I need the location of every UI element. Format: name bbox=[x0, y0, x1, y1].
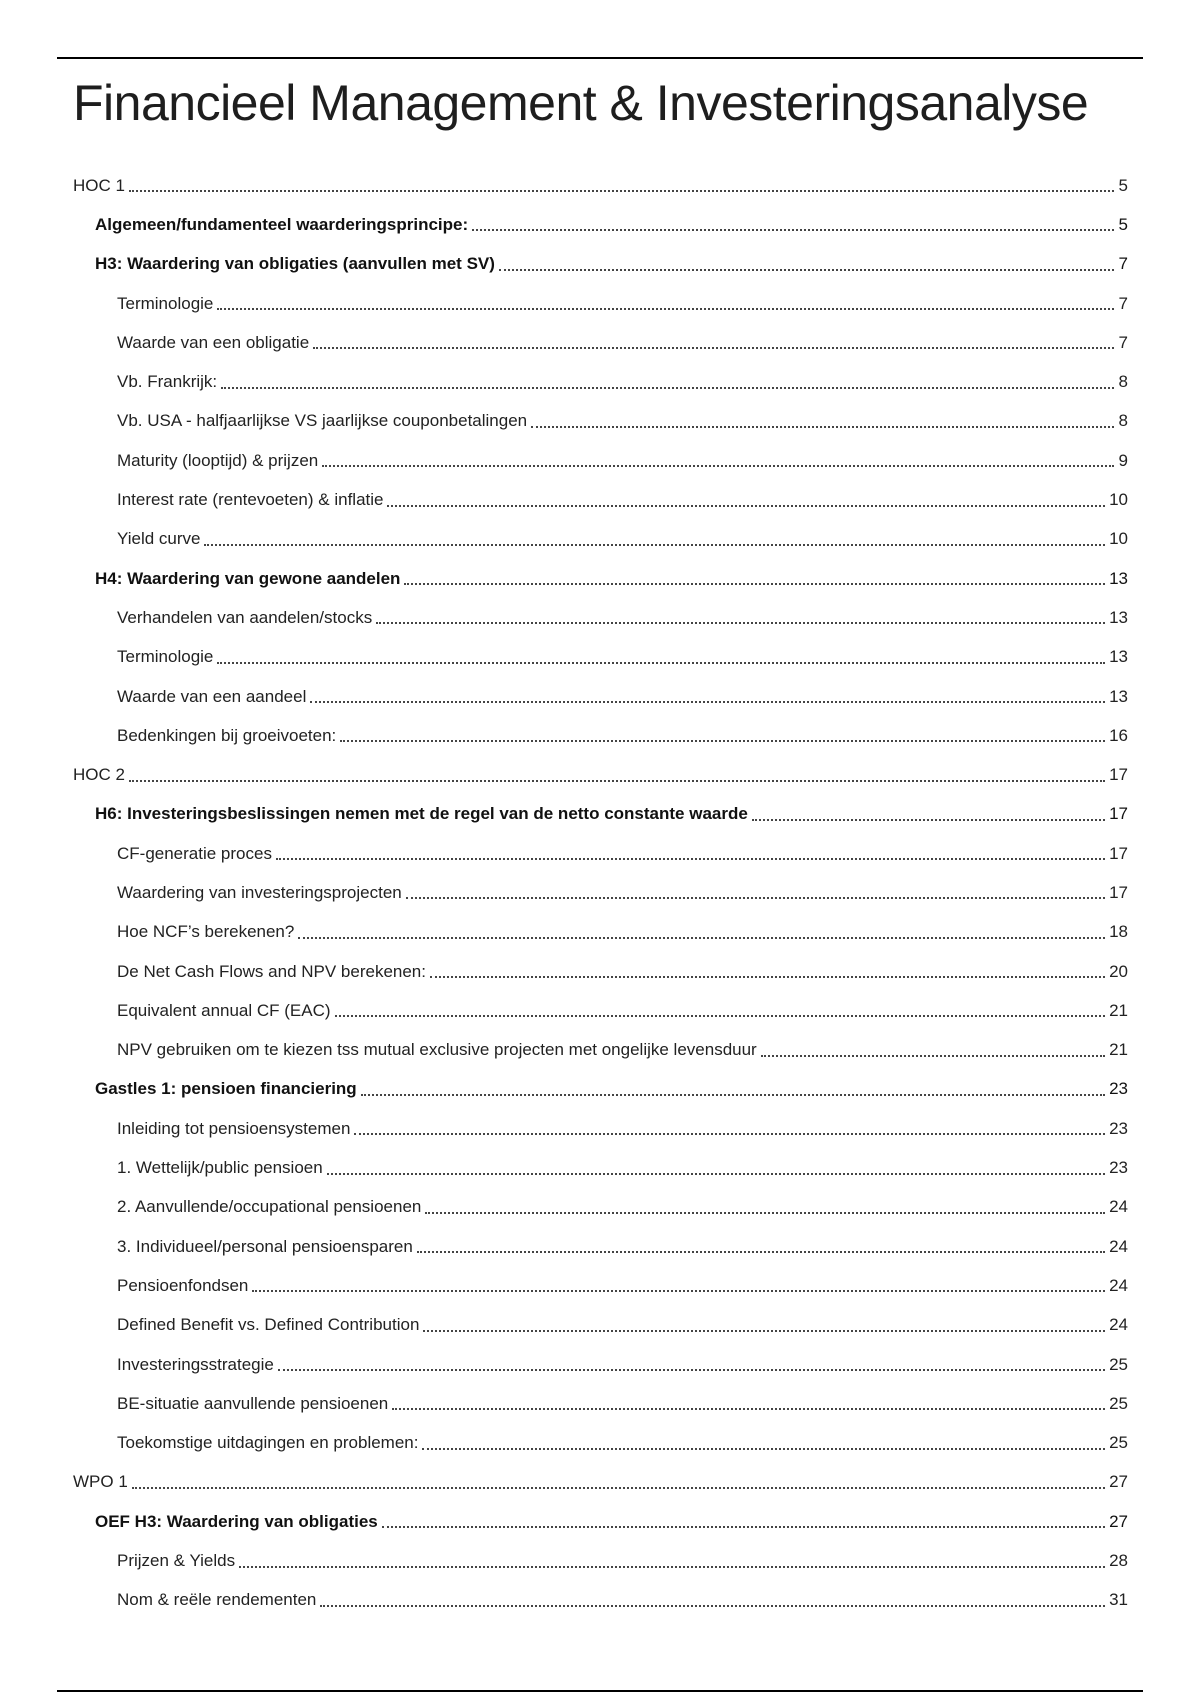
toc-page-number: 25 bbox=[1109, 1393, 1128, 1413]
toc-entry-title: Waarde van een aandeel bbox=[117, 686, 307, 706]
toc-entry-title: H3: Waardering van obligaties (aanvullen met SV) bbox=[95, 254, 495, 274]
toc-entry[interactable] bbox=[73, 1109, 1128, 1148]
toc-page-number: 24 bbox=[1109, 1236, 1128, 1256]
toc-entry[interactable] bbox=[73, 716, 1128, 755]
toc-page-number: 17 bbox=[1109, 843, 1128, 863]
toc-entry[interactable] bbox=[73, 1424, 1128, 1463]
toc-entry-title: Inleiding tot pensioensystemen bbox=[117, 1118, 351, 1138]
toc-entry-title: Algemeen/fundamenteel waarderingsprincipe: bbox=[95, 214, 469, 234]
toc-entry-title: 2. Aanvullende/occupational pensioenen bbox=[117, 1197, 422, 1217]
toc-entry[interactable] bbox=[73, 166, 1128, 205]
toc-entry[interactable] bbox=[73, 1227, 1128, 1266]
toc-entry[interactable] bbox=[73, 480, 1128, 519]
toc-dot-leader bbox=[761, 1054, 1105, 1057]
toc-dot-leader bbox=[499, 268, 1114, 271]
toc-entry[interactable] bbox=[73, 755, 1128, 794]
toc-page-number: 23 bbox=[1109, 1118, 1128, 1138]
toc-dot-leader bbox=[392, 1407, 1105, 1410]
toc-entry-title: Prijzen & Yields bbox=[117, 1551, 236, 1571]
toc-dot-leader bbox=[423, 1329, 1105, 1332]
toc-entry-title: Waarde van een obligatie bbox=[117, 332, 310, 352]
toc-entry[interactable] bbox=[73, 1502, 1128, 1541]
toc-entry-title: H4: Waardering van gewone aandelen bbox=[95, 568, 401, 588]
toc-page-number: 9 bbox=[1118, 450, 1128, 470]
toc-entry[interactable] bbox=[73, 795, 1128, 834]
toc-page-number: 20 bbox=[1109, 961, 1128, 981]
header-rule bbox=[57, 57, 1143, 59]
toc-entry-title: Pensioenfondsen bbox=[117, 1275, 249, 1295]
toc-entry-title: Equivalent annual CF (EAC) bbox=[117, 1000, 331, 1020]
toc-entry[interactable] bbox=[73, 441, 1128, 480]
toc-entry-title: Terminologie bbox=[117, 647, 214, 667]
toc-entry[interactable] bbox=[73, 1188, 1128, 1227]
toc-dot-leader bbox=[472, 228, 1114, 231]
toc-entry[interactable] bbox=[73, 323, 1128, 362]
toc-page-number: 17 bbox=[1109, 804, 1128, 824]
toc-dot-leader bbox=[310, 700, 1105, 703]
toc-entry-title: Maturity (looptijd) & prijzen bbox=[117, 450, 319, 470]
toc-page-number: 27 bbox=[1109, 1472, 1128, 1492]
toc-dot-leader bbox=[430, 975, 1105, 978]
toc-entry[interactable] bbox=[73, 952, 1128, 991]
toc-entry-title: Bedenkingen bij groeivoeten: bbox=[117, 725, 337, 745]
toc-entry[interactable] bbox=[73, 1148, 1128, 1187]
toc-dot-leader bbox=[335, 1014, 1106, 1017]
toc-entry-title: Nom & reële rendementen bbox=[117, 1590, 317, 1610]
toc-entry-title: Vb. USA - halfjaarlijkse VS jaarlijkse couponbetalingen bbox=[117, 411, 528, 431]
toc-page-number: 8 bbox=[1118, 372, 1128, 392]
toc-page-number: 27 bbox=[1109, 1511, 1128, 1531]
toc-entry-title: Vb. Frankrijk: bbox=[117, 372, 218, 392]
toc-dot-leader bbox=[340, 739, 1105, 742]
toc-entry-title: CF-generatie proces bbox=[117, 843, 272, 863]
toc-dot-leader bbox=[531, 425, 1114, 428]
toc-dot-leader bbox=[322, 464, 1114, 467]
toc-entry-title: Gastles 1: pensioen financiering bbox=[95, 1079, 357, 1099]
toc-dot-leader bbox=[129, 779, 1105, 782]
document-title: Financieel Management & Investeringsanalyse bbox=[73, 75, 1089, 131]
toc-dot-leader bbox=[417, 1250, 1105, 1253]
toc-dot-leader bbox=[361, 1093, 1105, 1096]
toc-dot-leader bbox=[217, 307, 1114, 310]
toc-dot-leader bbox=[422, 1447, 1105, 1450]
toc-page-number: 23 bbox=[1109, 1079, 1128, 1099]
toc-entry[interactable] bbox=[73, 1345, 1128, 1384]
toc-entry-title: Investeringsstrategie bbox=[117, 1354, 274, 1374]
toc-dot-leader bbox=[204, 543, 1105, 546]
toc-dot-leader bbox=[320, 1604, 1105, 1607]
toc-entry[interactable] bbox=[73, 991, 1128, 1030]
toc-entry-title: Verhandelen van aandelen/stocks bbox=[117, 607, 373, 627]
toc-entry-title: NPV gebruiken om te kiezen tss mutual exclusive projecten met ongelijke levensduur bbox=[117, 1040, 757, 1060]
toc-page-number: 7 bbox=[1118, 332, 1128, 352]
toc-page-number: 21 bbox=[1109, 1000, 1128, 1020]
toc-entry-title: HOC 1 bbox=[73, 175, 125, 195]
toc-entry-title: Waardering van investeringsprojecten bbox=[117, 882, 402, 902]
toc-dot-leader bbox=[132, 1486, 1105, 1489]
toc-page-number: 28 bbox=[1109, 1551, 1128, 1571]
toc-dot-leader bbox=[221, 386, 1114, 389]
toc-entry[interactable] bbox=[73, 1463, 1128, 1502]
toc-entry-title: 1. Wettelijk/public pensioen bbox=[117, 1158, 323, 1178]
toc-dot-leader bbox=[327, 1172, 1105, 1175]
toc-entry[interactable] bbox=[73, 205, 1128, 244]
toc-page-number: 7 bbox=[1118, 254, 1128, 274]
toc-entry-title: Terminologie bbox=[117, 293, 214, 313]
toc-page-number: 24 bbox=[1109, 1197, 1128, 1217]
toc-entry[interactable] bbox=[73, 598, 1128, 637]
toc-page-number: 17 bbox=[1109, 765, 1128, 785]
toc-entry[interactable] bbox=[73, 638, 1128, 677]
toc-dot-leader bbox=[404, 582, 1105, 585]
toc-entry-title: H6: Investeringsbeslissingen nemen met de regel van de netto constante waarde bbox=[95, 804, 748, 824]
toc-entry[interactable] bbox=[73, 559, 1128, 598]
toc-entry[interactable] bbox=[73, 1384, 1128, 1423]
toc-entry[interactable] bbox=[73, 1541, 1128, 1580]
toc-page-number: 31 bbox=[1109, 1590, 1128, 1610]
toc-dot-leader bbox=[382, 1525, 1105, 1528]
toc-entry[interactable] bbox=[73, 245, 1128, 284]
toc-dot-leader bbox=[387, 504, 1105, 507]
toc-page-number: 13 bbox=[1109, 568, 1128, 588]
toc-entry[interactable] bbox=[73, 913, 1128, 952]
toc-dot-leader bbox=[278, 1368, 1105, 1371]
toc-dot-leader bbox=[376, 621, 1105, 624]
toc-entry[interactable] bbox=[73, 1031, 1128, 1070]
toc-page-number: 16 bbox=[1109, 725, 1128, 745]
toc-page-number: 5 bbox=[1118, 175, 1128, 195]
toc-page-number: 13 bbox=[1109, 647, 1128, 667]
toc-page-number: 10 bbox=[1109, 490, 1128, 510]
toc-entry[interactable] bbox=[73, 284, 1128, 323]
toc-entry[interactable] bbox=[73, 362, 1128, 401]
toc-entry[interactable] bbox=[73, 873, 1128, 912]
toc-page-number: 7 bbox=[1118, 293, 1128, 313]
toc-entry[interactable] bbox=[73, 1070, 1128, 1109]
toc-entry-title: 3. Individueel/personal pensioensparen bbox=[117, 1236, 413, 1256]
toc-dot-leader bbox=[354, 1132, 1105, 1135]
toc-entry[interactable] bbox=[73, 1581, 1128, 1620]
toc-dot-leader bbox=[239, 1565, 1105, 1568]
toc-page-number: 24 bbox=[1109, 1315, 1128, 1335]
toc-page-number: 8 bbox=[1118, 411, 1128, 431]
toc-entry-title: Defined Benefit vs. Defined Contribution bbox=[117, 1315, 420, 1335]
toc-dot-leader bbox=[752, 818, 1105, 821]
toc-dot-leader bbox=[406, 896, 1105, 899]
toc-dot-leader bbox=[298, 936, 1105, 939]
toc-entry-title: WPO 1 bbox=[73, 1472, 128, 1492]
toc-page-number: 17 bbox=[1109, 882, 1128, 902]
toc-entry[interactable] bbox=[73, 677, 1128, 716]
toc-entry[interactable] bbox=[73, 402, 1128, 441]
toc-dot-leader bbox=[276, 857, 1105, 860]
toc-entry-title: BE-situatie aanvullende pensioenen bbox=[117, 1393, 389, 1413]
toc-dot-leader bbox=[252, 1289, 1105, 1292]
toc-entry[interactable] bbox=[73, 1306, 1128, 1345]
toc-page-number: 23 bbox=[1109, 1158, 1128, 1178]
toc-dot-leader bbox=[313, 346, 1114, 349]
toc-entry-title: De Net Cash Flows and NPV berekenen: bbox=[117, 961, 426, 981]
toc-entry-title: Hoe NCF’s berekenen? bbox=[117, 922, 295, 942]
toc-entry-title: Interest rate (rentevoeten) & inflatie bbox=[117, 490, 384, 510]
toc-page-number: 25 bbox=[1109, 1354, 1128, 1374]
toc-entry-title: OEF H3: Waardering van obligaties bbox=[95, 1511, 378, 1531]
toc-entry[interactable] bbox=[73, 834, 1128, 873]
table-of-contents bbox=[73, 166, 1128, 1620]
footer-rule bbox=[57, 1690, 1143, 1692]
toc-page-number: 10 bbox=[1109, 529, 1128, 549]
toc-entry[interactable] bbox=[73, 1266, 1128, 1305]
toc-page-number: 21 bbox=[1109, 1040, 1128, 1060]
toc-entry-title: Toekomstige uitdagingen en problemen: bbox=[117, 1433, 419, 1453]
toc-page-number: 25 bbox=[1109, 1433, 1128, 1453]
toc-entry[interactable] bbox=[73, 520, 1128, 559]
toc-page-number: 13 bbox=[1109, 686, 1128, 706]
toc-page-number: 13 bbox=[1109, 607, 1128, 627]
toc-entry-title: Yield curve bbox=[117, 529, 201, 549]
toc-page-number: 5 bbox=[1118, 214, 1128, 234]
toc-entry-title: HOC 2 bbox=[73, 765, 125, 785]
toc-dot-leader bbox=[217, 661, 1105, 664]
toc-page-number: 18 bbox=[1109, 922, 1128, 942]
toc-dot-leader bbox=[425, 1211, 1105, 1214]
toc-dot-leader bbox=[129, 189, 1114, 192]
toc-page-number: 24 bbox=[1109, 1275, 1128, 1295]
